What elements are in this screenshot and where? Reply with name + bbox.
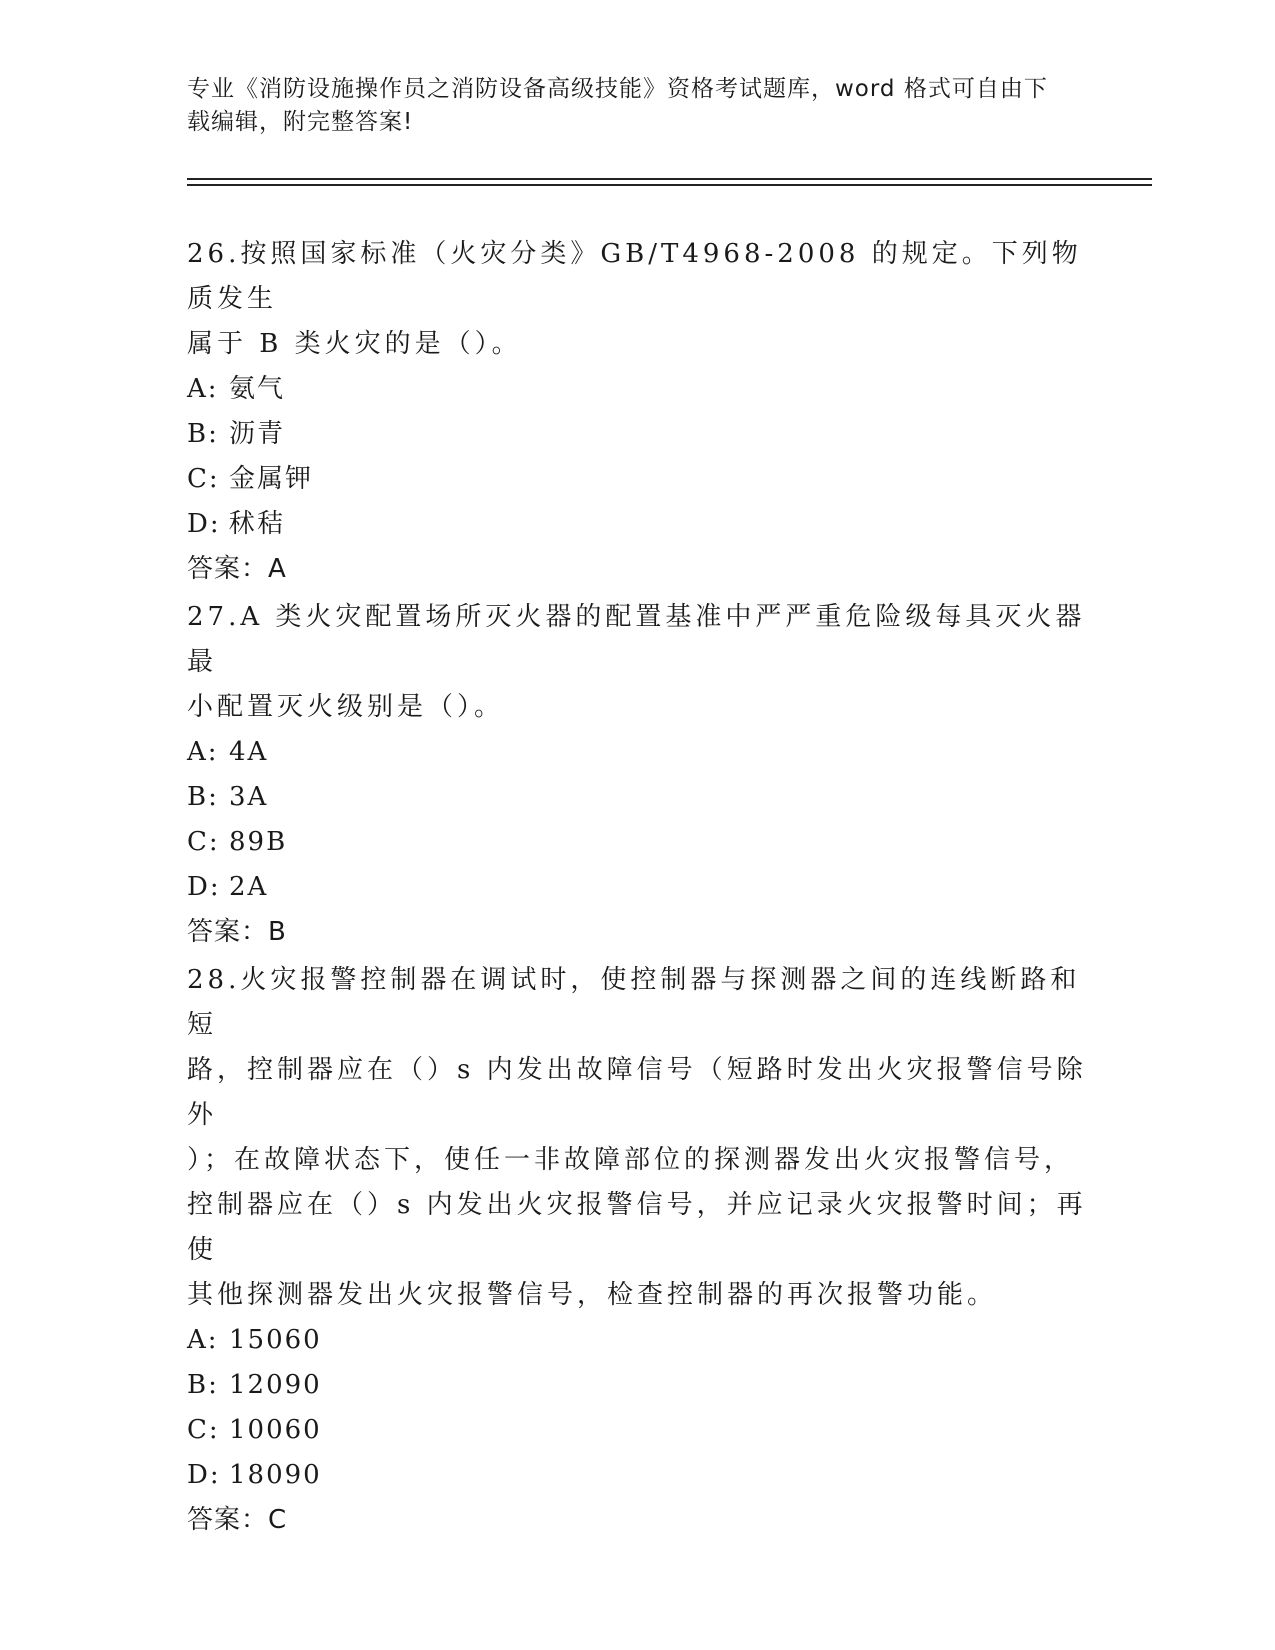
option-text: 10060 xyxy=(229,1415,322,1445)
question-text-line: 28.火灾报警控制器在调试时，使控制器与探测器之间的连线断路和短 xyxy=(187,965,1081,1040)
option-c xyxy=(187,1408,1097,1453)
question-27 xyxy=(187,595,1087,955)
option-text: 15060 xyxy=(229,1325,322,1355)
option-text: 3A xyxy=(229,782,269,812)
option-text: 12090 xyxy=(229,1370,322,1400)
header-line-1: 专业《消防设施操作员之消防设备高级技能》资格考试题库，word 格式可自由下 xyxy=(187,76,1048,102)
option-d xyxy=(187,502,1087,547)
question-text-line: 路，控制器应在（）s 内发出故障信号（短路时发出火灾报警信号除外 xyxy=(187,1055,1087,1130)
option-text: 4A xyxy=(229,737,269,767)
header-divider-top xyxy=(187,178,1152,180)
option-d xyxy=(187,865,1087,910)
question-text-line: 控制器应在（）s 内发出火灾报警信号，并应记录火灾报警时间；再使 xyxy=(187,1190,1087,1265)
option-letter: A: xyxy=(187,374,219,404)
option-a xyxy=(187,367,1087,412)
option-c xyxy=(187,457,1087,502)
option-letter: B: xyxy=(187,782,219,812)
option-text: 89B xyxy=(229,827,288,857)
option-b xyxy=(187,412,1087,457)
option-text: 氨气 xyxy=(229,374,286,404)
option-text: 金属钾 xyxy=(229,464,314,494)
question-text-line: 26.按照国家标准（火灾分类》GB/T4968-2008 的规定。下列物质发生 xyxy=(187,239,1082,314)
option-text: 沥青 xyxy=(229,419,286,449)
option-letter: D: xyxy=(187,509,221,539)
question-text-line: 小配置灭火级别是（）。 xyxy=(187,692,505,722)
question-text-line: ）；在故障状态下，使任一非故障部位的探测器发出火灾报警信号， xyxy=(187,1145,1075,1175)
header-line-2: 载编辑，附完整答案! xyxy=(187,109,414,135)
document-header xyxy=(187,73,1067,139)
option-b xyxy=(187,775,1087,820)
option-c xyxy=(187,820,1087,865)
option-letter: A: xyxy=(187,737,219,767)
option-letter: D: xyxy=(187,872,221,902)
option-text: 秫秸 xyxy=(229,509,286,539)
option-text: 18090 xyxy=(229,1460,322,1490)
answer: 答案：B xyxy=(187,917,287,947)
option-letter: D: xyxy=(187,1460,221,1490)
question-text-line: 属于 B 类火灾的是（）。 xyxy=(187,329,522,359)
option-letter: B: xyxy=(187,1370,219,1400)
option-d xyxy=(187,1453,1097,1498)
answer: 答案：A xyxy=(187,554,287,584)
option-a xyxy=(187,730,1087,775)
option-a xyxy=(187,1318,1097,1363)
option-b xyxy=(187,1363,1097,1408)
question-28 xyxy=(187,958,1097,1543)
option-letter: C: xyxy=(187,827,220,857)
option-letter: C: xyxy=(187,1415,220,1445)
answer: 答案：C xyxy=(187,1505,288,1535)
option-letter: A: xyxy=(187,1325,219,1355)
option-letter: C: xyxy=(187,464,220,494)
option-letter: B: xyxy=(187,419,219,449)
question-text-line: 27.A 类火灾配置场所灭火器的配置基准中严严重危险级每具灭火器最 xyxy=(187,602,1086,677)
option-text: 2A xyxy=(229,872,269,902)
header-divider-bottom xyxy=(187,184,1152,186)
question-text-line: 其他探测器发出火灾报警信号，检查控制器的再次报警功能。 xyxy=(187,1280,998,1310)
question-26 xyxy=(187,232,1087,592)
